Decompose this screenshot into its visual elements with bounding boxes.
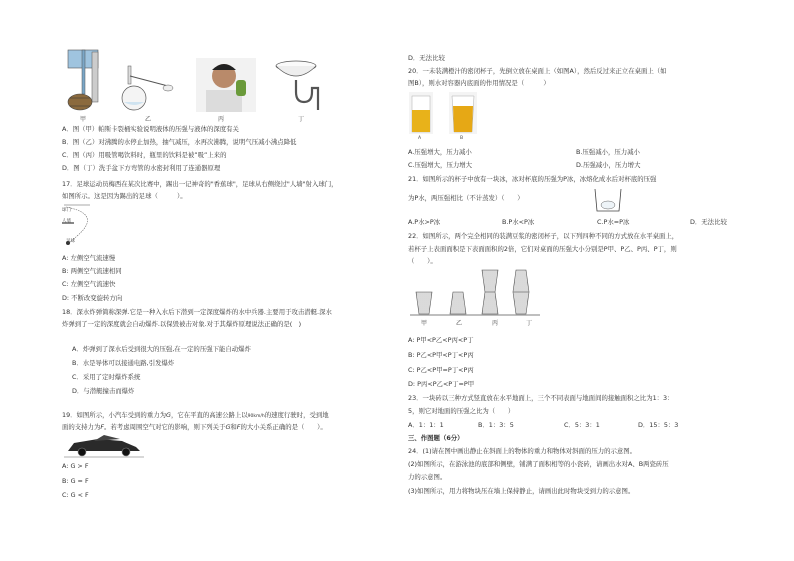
figure-race-car — [64, 433, 144, 459]
q21-option-a: A.P水>P冰 — [408, 218, 441, 226]
q19-option-a: A: G > F — [62, 462, 89, 470]
q21-stem-2b: ，两压强相比（不计蒸发）（ ） — [424, 194, 524, 202]
figure-ice-cup — [593, 188, 623, 212]
q17-option-d: D: 不断改变旋转方向 — [62, 294, 123, 302]
q21-stem-1b: ，冰熔化成水后对杯底的压强 — [573, 175, 657, 183]
figure-boy-drinking — [196, 58, 256, 112]
q17-option-b: B: 两侧空气流速相同 — [62, 267, 122, 275]
figure-cup-upright-b — [449, 92, 477, 134]
q23-option-c: C．5：3：1 — [564, 421, 600, 429]
q17-label-wall: 人墙 — [62, 219, 71, 224]
figure-caption-jia: 甲 — [80, 116, 87, 123]
figure-pascal-barrel — [62, 48, 106, 112]
q21-p-ice: P冰 — [563, 175, 574, 183]
q22-stem-line3: （ ）。 — [408, 257, 437, 265]
q17-label-ball: 足球 — [66, 239, 75, 244]
q19-stem-2b: 。若考虑周围空气对它的影响，则下列关于 — [104, 423, 226, 431]
q22-label-ding: 丁 — [526, 320, 533, 327]
q22-stem-line2: 若杯子上表面面积是下表面面积的2倍，它们对桌面的压强大小分别是P甲、P乙、P丙、P丁，则 — [408, 245, 677, 253]
q20-option-c: C.压强增大，压力增大 — [408, 161, 473, 169]
q18-option-d: D．与潜艇撞击而爆炸 — [72, 387, 135, 395]
q18-option-c: C．采用了定时爆炸系统 — [72, 373, 141, 381]
q19-stem-2a: 面的支持力为 — [62, 423, 101, 431]
section-3-title: 三、作图题（6分） — [408, 434, 464, 442]
q19-g-symbol: G — [166, 411, 171, 419]
q21-stem-1a: 21．如图所示的杯子中放有一块冰，冰对杯底的压强为 — [408, 175, 564, 183]
q19-g-symbol-2: G — [225, 423, 231, 431]
q19-stem-line2 — [62, 423, 327, 431]
q19-f-symbol-2: F — [236, 423, 241, 431]
q19-stem-2c: 和 — [230, 423, 237, 431]
q21-stem-2a: 为 — [408, 194, 415, 202]
figure-caption-ding: 丁 — [298, 116, 305, 123]
figure-soymilk-cups — [410, 268, 540, 326]
q19-option-c: C: G < F — [62, 491, 89, 499]
q20-option-b: B.压强减小，压力减小 — [576, 148, 640, 156]
q22-label-bing: 丙 — [492, 320, 499, 327]
figure-boiling-flask — [118, 64, 174, 112]
q18-stem-line1: 18．深水炸弹简称深弹.它是一种入水后下潜到一定深度爆炸的水中兵器.主要用于攻击潜艇.深水 — [62, 308, 332, 316]
q18-option-a: A．炸弹到了深水后受到很大的压强,在一定的压强下能自动爆炸 — [72, 345, 251, 353]
figure-caption-yi: 乙 — [145, 116, 152, 123]
q23-option-d: D．15：5：3 — [638, 421, 679, 429]
q22-stem-line1: 22．如图所示，两个完全相同的装满豆浆的密闭杯子，以下列四种不同的方式放在水平桌面上， — [408, 232, 679, 240]
q21-option-c: C.P水=P冰 — [597, 218, 630, 226]
q16-option-b: B．图（乙）对沸腾的水停止加热，抽气减压，水再次沸腾，说明气压减小沸点降低 — [62, 138, 297, 146]
q21-option-b: B.P水<P冰 — [502, 218, 535, 226]
q16-option-d: D．图（丁）洗手盆下方弯管的水密封利用了连通器原理 — [62, 164, 221, 172]
q17-option-a: A: 左侧空气流速慢 — [62, 254, 116, 262]
q21-p-water: P水 — [414, 194, 425, 202]
q23-option-b: B．1：3：5 — [478, 421, 514, 429]
q24-part3: (3)如图所示，用力将物块压在墙上保持静止，请画出此时物块受到力的示意图。 — [408, 487, 635, 495]
q20-stem-line2: 图B），则水对容器内底面的作用情况是（ ） — [408, 79, 550, 87]
q23-stem-line2: 5，则它对地面的压强之比为（ ） — [408, 407, 515, 415]
q16-option-a: A．图（甲）帕斯卡裂桶实验说明液体的压强与液体的深度有关 — [62, 125, 239, 133]
q20-option-d: D.压强减小，压力增大 — [576, 161, 641, 169]
q21-stem-line2 — [408, 194, 524, 202]
q19-stem-1c: 的速度行驶时，受到地 — [264, 411, 329, 419]
q19-option-d: D．无法比较 — [408, 54, 445, 62]
q17-stem-line1: 17．足球运动员梅西在某次比赛中，踢出一记神奇的"香蕉球"，足球从右侧绕过"人墙"射入球门， — [62, 180, 338, 188]
figure-cup-inverted-a — [409, 92, 433, 134]
q20-option-a: A.压强增大，压力减小 — [408, 148, 472, 156]
q22-option-d: D: P丙<P乙<P丁=P甲 — [408, 380, 475, 388]
q19-f-symbol: F — [100, 423, 105, 431]
figure-caption-bing: 丙 — [218, 116, 225, 123]
q17-stem-line2: 如图所示。这是因为踢出的足球（ ）。 — [62, 192, 187, 200]
q23-option-a: A．1：1：1 — [408, 421, 444, 429]
q20-stem-line1: 20．一未装满橙汁的密闭杯子，先倒立放在桌面上（如图A），然后反过来正立在桌面上（如 — [408, 67, 667, 75]
q20-label-a: A — [418, 136, 422, 141]
q19-stem-1a: 19．如图所示，小汽车受到的重力为 — [62, 411, 166, 419]
q22-label-jia: 甲 — [421, 320, 428, 327]
figure-sink-trap — [272, 58, 330, 112]
q19-option-b: B: G = F — [62, 477, 89, 485]
q18-stem-line2: 炸弹到了一定的深度就会自动爆炸.以保毁被击对象.对于其爆炸原理说法正确的是( ) — [62, 320, 302, 328]
q22-option-b: B: P乙<P甲<P丁<P丙 — [408, 351, 474, 359]
q17-option-c: C: 左侧空气流速快 — [62, 280, 116, 288]
q17-label-goal: 球门 — [62, 208, 71, 213]
q21-option-d: D．无法比较 — [690, 218, 727, 226]
q24-part2-cont: 力的示意图。 — [408, 473, 447, 481]
q19-stem-2d: 的大小关系正确的是（ ）。 — [240, 423, 327, 431]
q23-stem-line1: 23．一块砖以三种方式竖直放在水平地面上，三个不同表面与地面间的接触面积之比为1：3： — [408, 394, 674, 402]
q24-part1: 24．(1)请在图中画出静止在斜面上的物体的重力和物体对斜面的压力的示意图。 — [408, 447, 637, 455]
q19-stem-line1 — [62, 411, 329, 421]
q19-speed: 90km/h — [247, 414, 265, 419]
q22-option-c: C: P乙<P甲=P丁<P丙 — [408, 366, 474, 374]
q18-option-b: B．水是导体可以接通电路,引发爆炸 — [72, 359, 175, 367]
q22-label-yi: 乙 — [456, 320, 463, 327]
q16-option-c: C．图（丙）用吸管喝饮料时，瓶里的饮料是被”吸”上来的 — [62, 151, 227, 159]
q24-part2: (2)如图所示，在游泳池的底部和侧壁，铺满了面积相等的小瓷砖，请画出水对A、B两瓷砖压 — [408, 460, 669, 468]
q22-option-a: A: P甲<P乙<P丙<P丁 — [408, 336, 474, 344]
q20-label-b: B — [460, 136, 464, 141]
q19-stem-1b: ，它在平直的高速公路上以 — [170, 411, 248, 419]
q21-stem-line1 — [408, 175, 656, 183]
